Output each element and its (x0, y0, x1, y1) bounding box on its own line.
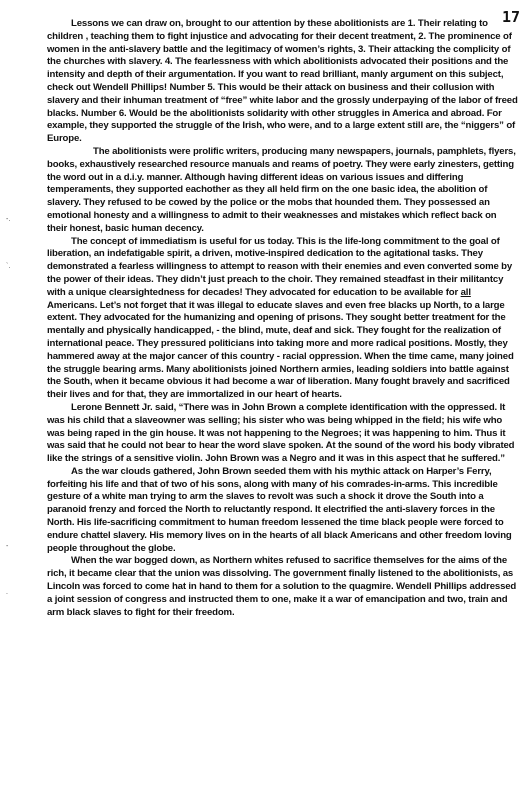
margin-mark: `. (6, 263, 11, 270)
margin-mark: - (6, 543, 9, 550)
paragraph-immediatism-part-1: The concept of immediatism is useful for us today. This is the life-long commitment to the goal of liberation, an indefatigable spirit, a driven, motive-inspired dedication to the agitational tasks. They demonstrated a fearless willingness to attempt to reason with their enemies and even converted some by the power of their ideas. They didn’t just preach to the choir. They remained steadfast in their militantcy with a unique clearsightedness for decades! They advocated for education to be available for (47, 235, 513, 298)
paragraph-lessons: Lessons we can draw on, brought to our attention by these abolitionists are 1. Their relating to children , teaching them to fight injustice and advocating for their decent treatment, 2. The prominence of women in the anti-slavery battle and the legitimacy of women’s rights, 3. Their attacking the complicity of the churches with slavery. 4. The fearlessness with which abolitionists advocated their positions and the intensity and depth of their argumentation. If you want to read brilliant, manly argument on this subject, check out Wendell Phillips! Number 5. This would be their attack on business and their collusion with slavery and their inhuman treatment of “free” white labor and the grossly underpaying of the labor of freed blacks. Number 6. Would be the abolitionists solidarity with other struggles in America and abroad. For example, they supported the struggle of the Irish, who were, and to a large extent still are, the “niggers” of Europe. (47, 18, 518, 145)
body-text (47, 18, 519, 619)
paragraph-harpers-ferry: As the war clouds gathered, John Brown seeded them with his mythic attack on Harper’s Ferry, forfeiting his life and that of two of his sons, along with many of his comrades-in-arms. This incredible gesture of a white man trying to arm the slaves to revolt was such a shock it drove the South into a paranoid frenzy and forced the North to reluctantly respond. It electrified the anti-slavery forces in the North. His life-sacrificing commitment to human freedom lessened the time black people were forced to endure chattel slavery. His memory lives on in the hearts of all black Americans and other freedom loving people throughout the globe. (47, 465, 512, 554)
margin-mark: . (6, 589, 8, 596)
margin-mark: -. (6, 216, 11, 223)
underlined-word-all: all (460, 286, 471, 298)
paragraph-writers: The abolitionists were prolific writers, producing many newspapers, journals, pamphlets, flyers, books, exhaustively researched resource manuals and reams of poetry. They were early zinesters, getting the word out in a d.i.y. manner. Although having different ideas on various issues and differing temperaments, they supported eachother as they all held firm on the one basic idea, the abolition of slavery. They refused to be cowed by the police or the mobs that hounded them. They possessed an emotional honesty and a willingness to admit to their weaknesses and mistakes which reflect back on their honest, basic human decency. (47, 145, 516, 234)
paragraph-immediatism (47, 236, 519, 402)
paragraph-war-bogged-down: When the war bogged down, as Northern whites refused to sacrifice themselves for the aims of the rich, it became clear that the union was dissolving. The government finally listened to the abolitionists, as Lincoln was forced to come hat in hand to them for a solution to the quagmire. Wendell Phillips addressed a joint session of congress and instructed them to one, make it a war of emancipation and two, train and arm black slaves to fight for their freedom. (47, 555, 517, 618)
paragraph-immediatism-part-2: Americans. Let’s not forget that it was illegal to educate slaves and even free blacks up North, to a large extent. They advocated for the humanizing and opening of prisons. They sought better treatment for the mentally and physically handicapped, - the blind, mute, deaf and sick. They fought for the realization of international peace. They pressured politicians into taking more and more radical positions. Mostly, they hammered away at the major cancer of this country - racial oppression. When the time came, many joined the struggle bearing arms. Many abolitionists joined Northern armies, leading soldiers into battle against the South, when it became obvious it had become a war of liberation. Many fought bravely and sacrificed their lives and for that, they are immortalized in our heart of hearts. (47, 299, 514, 401)
page-number: 17 (501, 8, 520, 26)
paragraph-bennett-quote: Lerone Bennett Jr. said, “There was in John Brown a complete identification with the oppressed. It was his child that a slaveowner was selling; his sister who was being whipped in the field; his wife who was being raped in the gin house. It was not happening to the Negroes; it was happening to him. Thus it was said that he could not bear to hear the word slave spoken. At the sound of the word his body vibrated like the strings of a sensitive violin. John Brown was a Negro and it was in this aspect that he suffered.” (47, 401, 515, 465)
